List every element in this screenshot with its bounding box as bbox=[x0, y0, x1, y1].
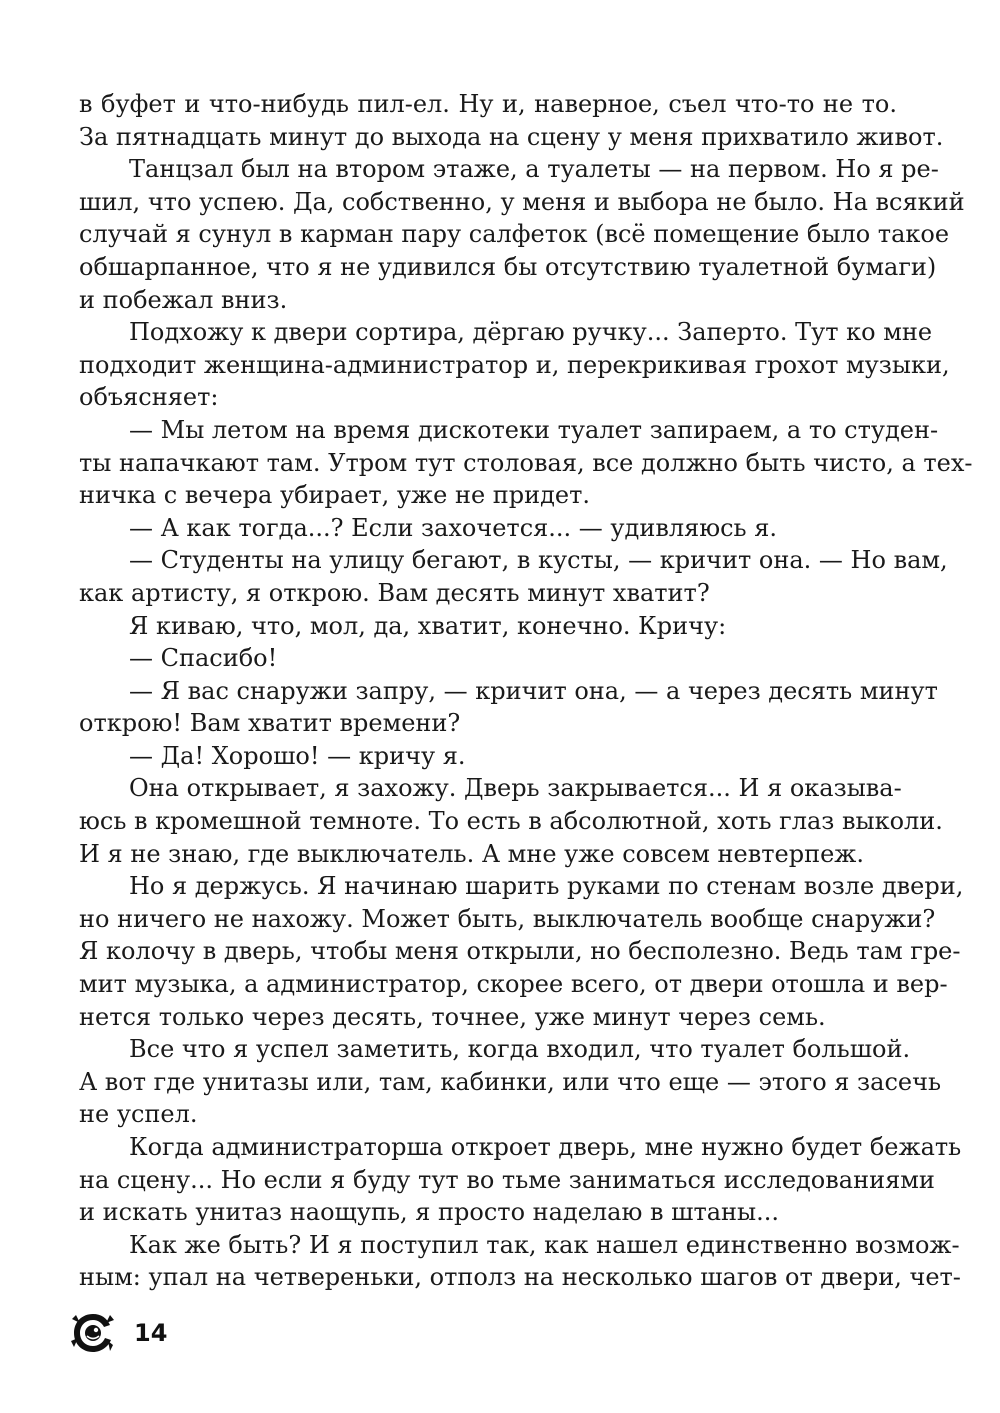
text-line: Когда администраторша откроет дверь, мне нужно будет бежать bbox=[129, 1133, 962, 1161]
text-line: — Да! Хорошо! — кричу я. bbox=[129, 741, 466, 770]
text-line: подходит женщина-администратор и, перекрикивая грохот музыки, bbox=[79, 350, 950, 379]
text-line: как артисту, я открою. Вам десять минут хватит? bbox=[79, 578, 710, 607]
text-line: Танцзал был на втором этаже, а туалеты — на первом. Но я ре- bbox=[129, 155, 939, 184]
text-line: И я не знаю, где выключатель. А мне уже совсем невтерпеж. bbox=[79, 839, 865, 868]
page-number: 14 bbox=[134, 1319, 168, 1347]
text-line: Как же быть? И я поступил так, как нашел единственно возмож- bbox=[129, 1230, 960, 1259]
text-line: Но я держусь. Я начинаю шарить руками по стенам возле двери, bbox=[129, 872, 964, 901]
text-line: но ничего не нахожу. Может быть, выключатель вообще снаружи? bbox=[79, 904, 936, 933]
text-line: объясняет: bbox=[79, 383, 219, 412]
dragon-emblem-icon bbox=[70, 1311, 116, 1355]
text-line: За пятнадцать минут до выхода на сцену у меня прихватило живот. bbox=[79, 122, 944, 151]
text-line: и побежал вниз. bbox=[79, 285, 288, 314]
text-line: мит музыка, а администратор, скорее всего, от двери отошла и вер- bbox=[79, 970, 948, 999]
text-line: Подхожу к двери сортира, дёргаю ручку... Заперто. Тут ко мне bbox=[129, 318, 933, 347]
text-line: — А как тогда...? Если захочется... — удивляюсь я. bbox=[129, 513, 778, 542]
text-line: ным: упал на четвереньки, отполз на несколько шагов от двери, чет- bbox=[79, 1263, 961, 1292]
text-line: ты напачкают там. Утром тут столовая, все должно быть чисто, а тех- bbox=[79, 448, 973, 477]
text-line: — Мы летом на время дискотеки туалет запираем, а то студен- bbox=[129, 415, 939, 444]
text-line: открою! Вам хватит времени? bbox=[79, 709, 461, 738]
text-line: обшарпанное, что я не удивился бы отсутствию туалетной бумаги) bbox=[79, 252, 937, 281]
text-line: — Спасибо! bbox=[129, 644, 278, 673]
text-line: нется только через десять, точнее, уже минут через семь. bbox=[79, 1002, 826, 1031]
text-line: А вот где унитазы или, там, кабинки, или что еще — этого я засечь bbox=[79, 1067, 942, 1096]
page-footer bbox=[70, 1311, 167, 1355]
text-line: случай я сунул в карман пару салфеток (всё помещение было такое bbox=[79, 220, 950, 249]
text-line: не успел. bbox=[79, 1100, 198, 1129]
text-line: шил, что успею. Да, собственно, у меня и выбора не было. На всякий bbox=[79, 187, 965, 216]
text-line: — Я вас снаружи запру, — кричит она, — а через десять минут bbox=[129, 676, 938, 705]
text-line: Все что я успел заметить, когда входил, что туалет большой. bbox=[129, 1035, 911, 1064]
text-line: в буфет и что-нибудь пил-ел. Ну и, наверное, съел что-то не то. bbox=[79, 90, 897, 118]
text-line: и искать унитаз наощупь, я просто наделаю в штаны... bbox=[79, 1198, 780, 1227]
text-line: на сцену... Но если я буду тут во тьме заниматься исследованиями bbox=[79, 1165, 935, 1194]
text-line: ничка с вечера убирает, уже не придет. bbox=[79, 481, 591, 510]
text-line: Она открывает, я захожу. Дверь закрывается... И я оказыва- bbox=[129, 774, 902, 803]
text-line: юсь в кромешной темноте. То есть в абсолютной, хоть глаз выколи. bbox=[79, 807, 943, 836]
body-text bbox=[79, 88, 973, 1294]
text-line: Я колочу в дверь, чтобы меня открыли, но бесполезно. Ведь там гре- bbox=[79, 937, 961, 966]
text-line: Я киваю, что, мол, да, хватит, конечно. Кричу: bbox=[129, 611, 727, 640]
text-line: — Студенты на улицу бегают, в кусты, — кричит она. — Но вам, bbox=[129, 546, 948, 575]
